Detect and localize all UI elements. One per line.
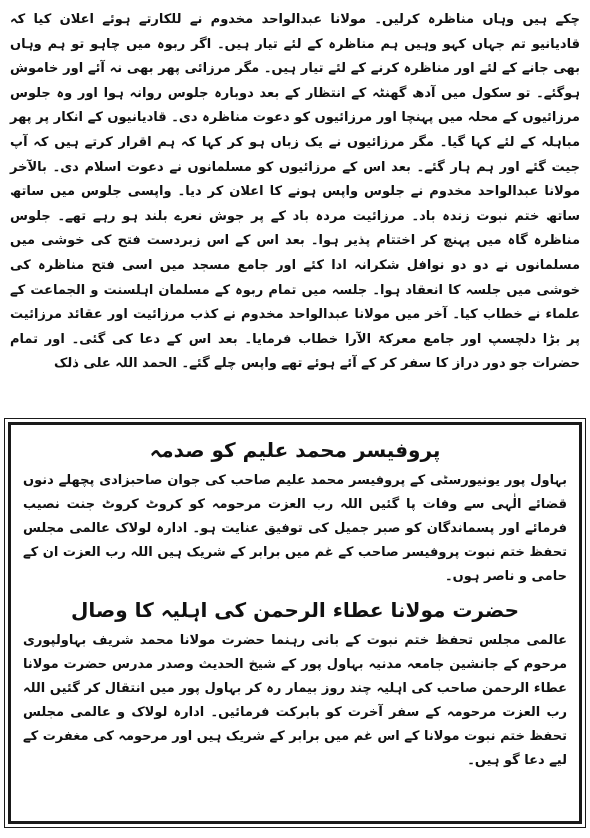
article-continuation [10,8,580,377]
notice-body-maulana: عالمی مجلس تحفظ ختم نبوت کے بانی رہنما حضرت مولانا محمد شریف بہاولپوری مرحوم کے جانشین جامعہ مدنیہ بہاول پور کے شیخ الحدیث وصدر مدرس حضرت مولانا عطاء الرحمن صاحب کی اہلیہ چند روز بیمار رہ کر بہاول پور میں انتقال کر گئیں اللہ رب العزت مرحومہ کے سفر آخرت کو بابرکت فرمائیں۔ ادارہ لولاک و عالمی مجلس تحفظ ختم نبوت مولانا کے اس غم میں برابر کے شریک ہیں اور مرحومہ کی مغفرت کے لیے دعا گو ہیں۔ [23,633,567,768]
notice-title-professor: پروفیسر محمد علیم کو صدمہ [149,438,441,462]
notice-body-professor: بہاول پور یونیورسٹی کے پروفیسر محمد علیم صاحب کی جوان صاحبزادی پچھلے دنوں قضائے الٰہی سے وفات پا گئیں اللہ رب العزت مرحومہ کو کروٹ کروٹ جنت نصیب فرمائے اور پسماندگان کو صبر جمیل کی توفیق عنایت ہو۔ ادارہ لولاک عالمی مجلس تحفظ ختم نبوت پروفیسر صاحب کے غم میں برابر کے شریک ہیں اللہ رب العزت ان کے حامی و ناصر ہوں۔ [23,473,567,584]
notice-box-content [11,425,579,821]
article-paragraph: چکے ہیں وہاں مناظرہ کرلیں۔ مولانا عبدالواحد مخدوم نے للکارتے ہوئے اعلان کیا کہ قادیانیو تم جہاں کہو وہیں ہم مناظرہ کے لئے تیار ہیں۔ اگر ربوہ میں چاہو تو ہم وہاں بھی جانے کے لئے اور مناظرہ کرنے کے لئے تیار ہیں۔ مگر مرزائی پھر بھی نہ آئے اور خاموش ہوگئے۔ تو سکول میں آدھ گھنٹہ کے انتظار کے بعد دوبارہ جلوس روانہ ہوا اور وہ جلوس مرزائیوں کے محلہ میں پہنچا اور مرزائیوں کو دعوت مناظرہ دی۔ قادیانیوں کے انکار پر پھر مباہلہ کے لئے کہا گیا۔ مگر مرزائیوں نے یک زباں ہو کر کہا کہ ہم اقرار کرتے ہیں کہ آپ جیت گئے اور ہم ہار گئے۔ بعد اس کے مرزائیوں کو مسلمانوں نے دعوت اسلام دی۔ بالآخر مولانا عبدالواحد مخدوم نے جلوس واپس ہونے کا اعلان کر دیا۔ واپسی جلوس میں ساتھ ساتھ ختم نبوت زندہ باد۔ مرزائیت مردہ باد کے پر جوش نعرے بلند ہو رہے تھے۔ جلوس مناظرہ گاہ میں پہنچ کر اختتام پذیر ہوا۔ بعد اس کے اس زبردست فتح کی خوشی میں مسلمانوں نے دو دو نوافل شکرانہ ادا کئے اور جامع مسجد میں اسی فتح مناظرہ کی خوشی میں جلسہ کا انعقاد ہوا۔ جلسہ میں تمام ربوہ کے مسلمان اہلسنت و الجماعت کے علماء نے خطاب کیا۔ آخر میں مولانا عبدالواحد مخدوم نے کذب مرزائیت اور عقائد مرزائیت پر بڑا دلچسپ اور جامع معرکۃ الآرا خطاب فرمایا۔ بعد اس کے دعا کی گئی۔ اور تمام حضرات جو دور دراز کا سفر کر کے آئے ہوئے تھے واپس چلے گئے۔ الحمد اللہ علی ذلک [10,12,580,372]
notice-title-maulana: حضرت مولانا عطاء الرحمن کی اہلیہ کا وصال [71,598,519,622]
notice-box [8,422,582,824]
